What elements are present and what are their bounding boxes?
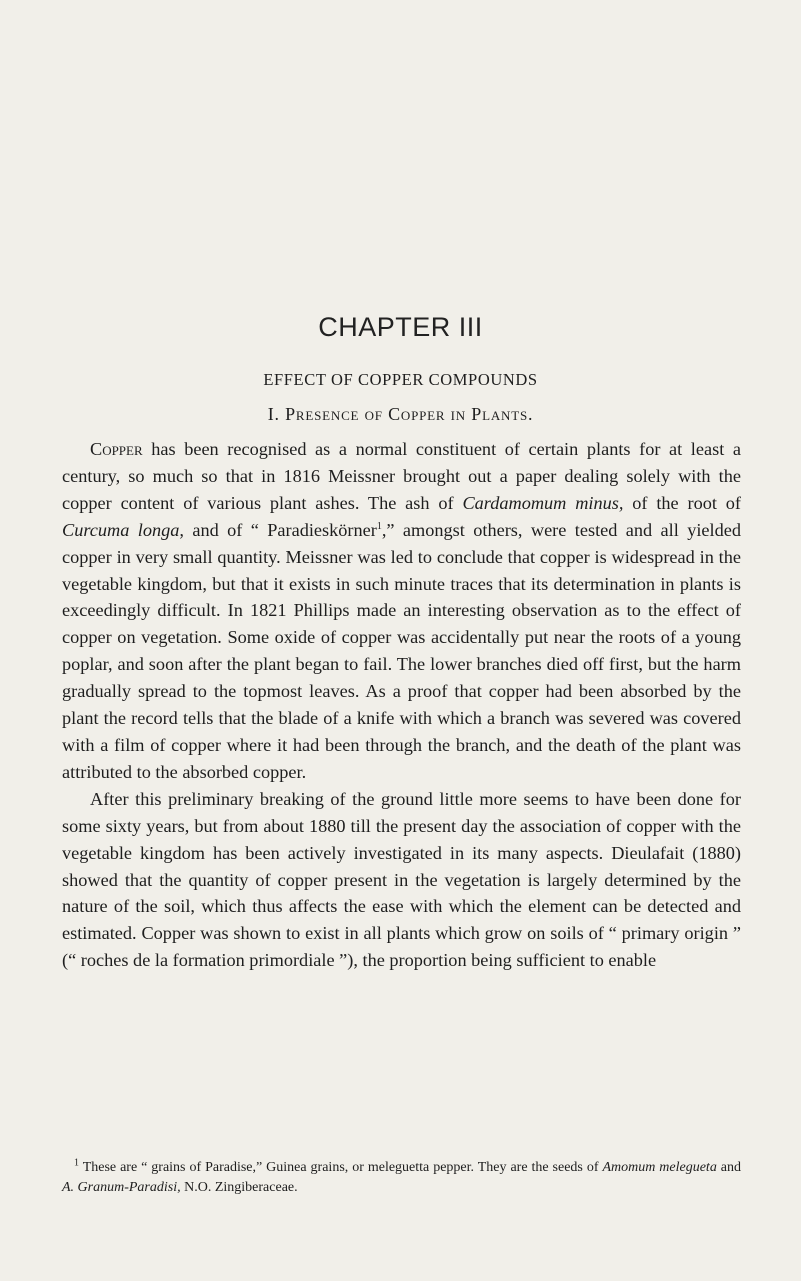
body-text — [62, 436, 741, 974]
footnote-text: and — [716, 1160, 741, 1175]
footnote-mark: 1 — [74, 1157, 79, 1169]
species-name: Amomum melegueta — [602, 1160, 717, 1175]
text-span: and of “ Paradieskörner — [183, 519, 377, 540]
paragraph-1 — [62, 436, 741, 786]
species-name: A. Granum-Paradisi, — [62, 1180, 181, 1195]
footnote-reference: 1 — [376, 520, 382, 532]
footnote-text: N.O. Zingiberaceae. — [180, 1180, 298, 1195]
subsection-title: I. Presence of Copper in Plants. — [267, 404, 534, 424]
section-title: EFFECT OF COPPER COMPOUNDS — [263, 370, 538, 389]
text-span: ,” amongst others, were tested and all yielded copper in very small quantity. Meissner was led to conclude that copper is widespread in the vegetable kingdom, but that it exists in such minute traces that its determination in plants is exceedingly difficult. In 1821 Phillips made an interesting observation as to the effect of copper on vegetation. Some oxide of copper was accidentally put near the roots of a young poplar, and soon after the plant began to fail. The lower branches died off first, but the harm gradually spread to the topmost leaves. As a proof that copper had been absorbed by the plant the record tells that the blade of a knife with which a branch was severed was covered with a film of copper where it had been through the branch, and the death of the plant was attributed to the absorbed copper. — [62, 519, 742, 782]
text-span: of the root of — [623, 492, 741, 513]
species-name: Curcuma longa, — [62, 519, 184, 540]
footnote-text: These are “ grains of Paradise,” Guinea grains, or meleguetta pepper. They are the seeds of — [79, 1160, 603, 1175]
text-span: has been recognised as a normal constituent of certain plants for at least a century, so much so that in 1816 Meissner brought out a paper dealing solely with the copper content of various plant ashes. The ash of — [62, 439, 741, 513]
chapter-title: CHAPTER III — [318, 312, 483, 342]
footnote — [62, 1158, 741, 1198]
paragraph-2: After this preliminary breaking of the ground little more seems to have been done for some sixty years, but from about 1880 till the present day the association of copper with the vegetable kingdom has been actively investigated in its many aspects. Dieulafait (1880) showed that the quantity of copper present in the vegetation is largely determined by the nature of the soil, which thus affects the ease with which the element can be detected and estimated. Copper was shown to exist in all plants which grow on soils of “ primary origin ” (“ roches de la formation primordiale ”), the proportion being sufficient to enable — [62, 788, 741, 971]
lead-word: Copper — [90, 439, 143, 459]
species-name: Cardamomum minus, — [462, 492, 624, 513]
